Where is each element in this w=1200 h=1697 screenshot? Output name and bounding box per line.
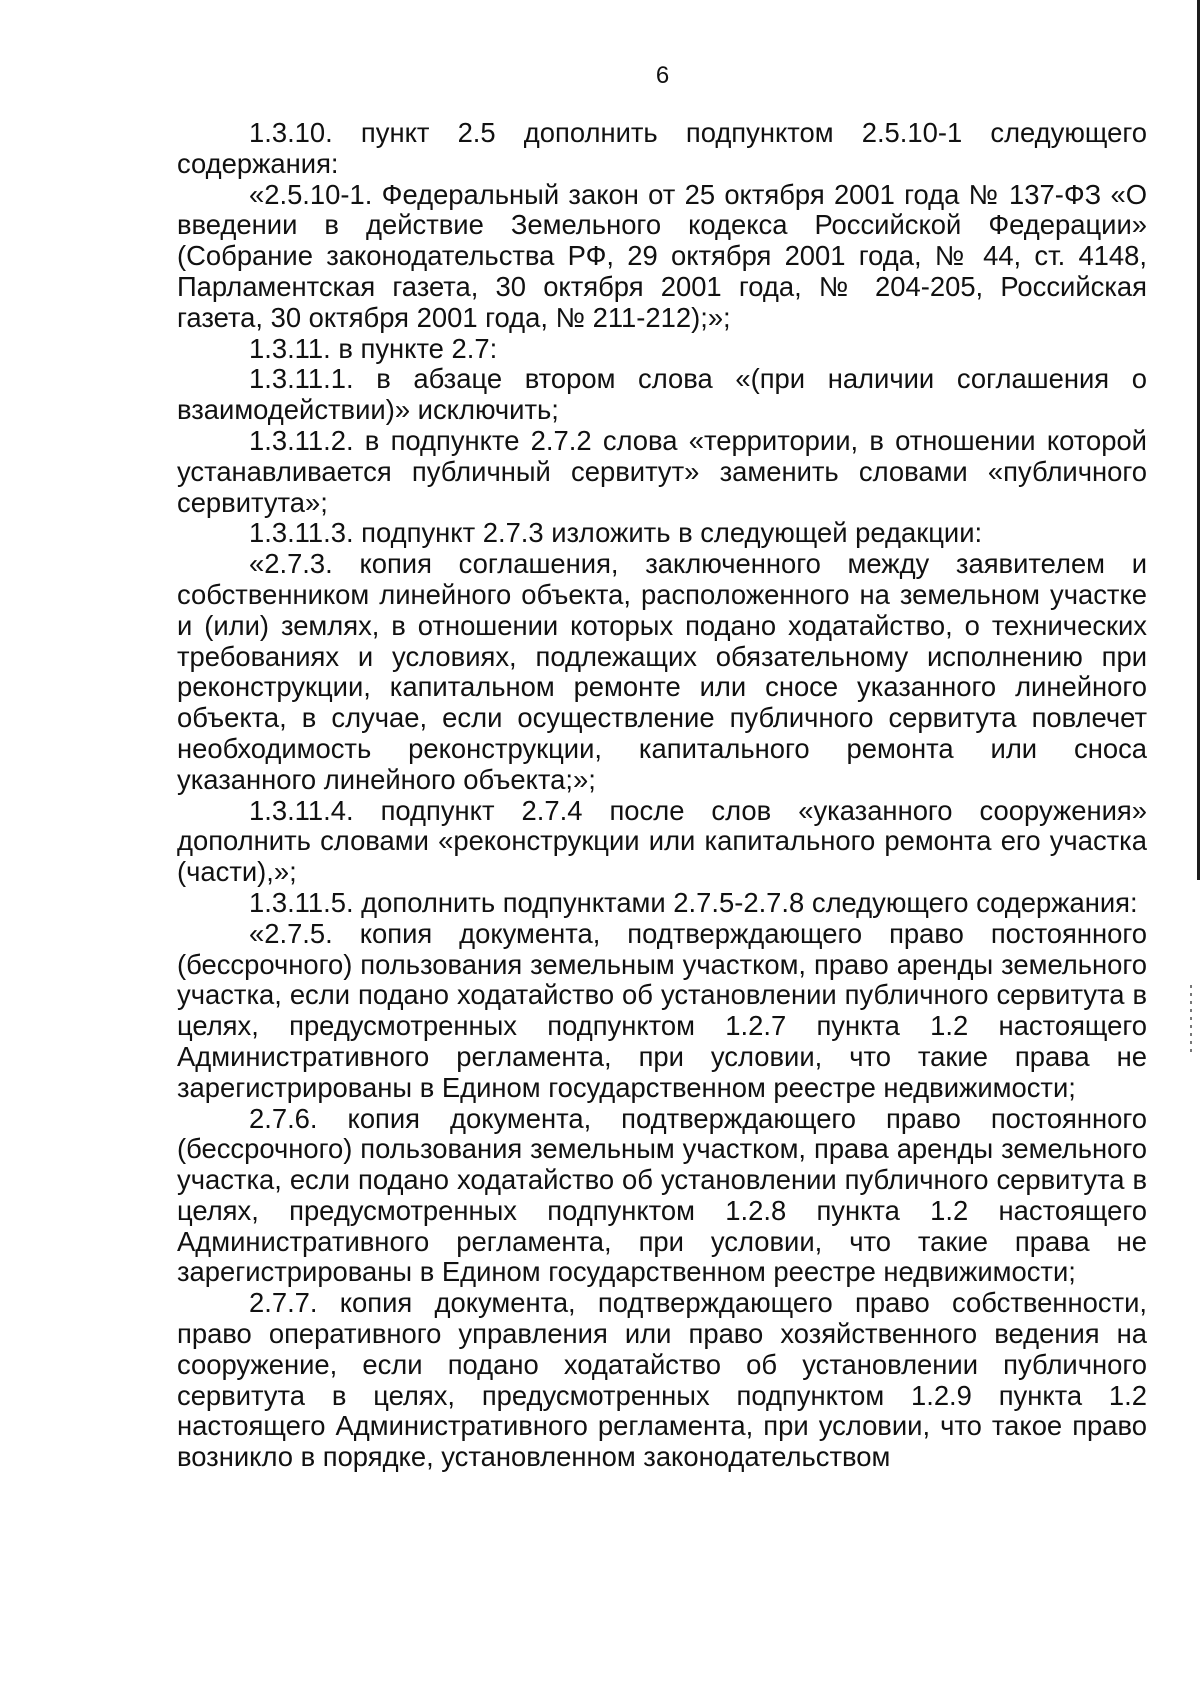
paragraph-2-7-3: «2.7.3. копия соглашения, заключенного между заявителем и собственником линейного объекта, расположенного на земельном участке и (или) землях, в отношении которых подано ходатайство, о технических требованиях и условиях, подлежащих обязательному исполнению при реконструкции, капитальном ремонте или сносе указанного линейного объекта, в случае, если осуществление публичного сервитута повлечет необходимость реконструкции, капитального ремонта или сноса указанного линейного объекта;»; <box>177 548 1147 795</box>
paragraph-1-3-11-5: 1.3.11.5. дополнить подпунктами 2.7.5-2.7.8 следующего содержания: <box>249 886 1138 918</box>
paragraph-2-5-10-1: «2.5.10-1. Федеральный закон от 25 октября 2001 года № 137-ФЗ «О введении в действие Земельного кодекса Российской Федерации» (Собрание законодательства РФ, 29 октября 2001 года, № 44, ст. 4148, Парламентская газета, 30 октября 2001 года, № 204-205, Российская газета, 30 октября 2001 года, № 211-212);»; <box>177 178 1147 333</box>
scan-edge-marks <box>1190 985 1192 1055</box>
paragraph-1-3-10: 1.3.10. пункт 2.5 дополнить подпунктом 2.5.10-1 следующего содержания: <box>177 117 1147 179</box>
paragraph-1-3-11-3: 1.3.11.3. подпункт 2.7.3 изложить в следующей редакции: <box>249 517 983 549</box>
paragraph-1-3-11-1: 1.3.11.1. в абзаце втором слова «(при наличии соглашения о взаимодействии)» исключить; <box>177 363 1147 426</box>
paragraph-1-3-11-2: 1.3.11.2. в подпункте 2.7.2 слова «территории, в отношении которой устанавливается публичный сервитут» заменить словами «публичного сервитута»; <box>177 424 1147 518</box>
paragraph-2-7-5: «2.7.5. копия документа, подтверждающего право постоянного (бессрочного) пользования земельным участком, право аренды земельного участка, если подано ходатайство об установлении публичного сервитута в целях, предусмотренных подпунктом 1.2.7 пункта 1.2 настоящего Административного регламента, при условии, что такие права не зарегистрированы в Едином государственном реестре недвижимости; <box>177 917 1147 1103</box>
page-number: 6 <box>655 62 670 89</box>
paragraph-1-3-11-4: 1.3.11.4. подпункт 2.7.4 после слов «указанного сооружения» дополнить словами «реконструкции или капитального ремонта его участка (части),»; <box>177 794 1147 888</box>
paragraph-2-7-6: 2.7.6. копия документа, подтверждающего право постоянного (бессрочного) пользования земельным участком, права аренды земельного участка, если подано ходатайство об установлении публичного сервитута в целях, предусмотренных подпунктом 1.2.8 пункта 1.2 настоящего Административного регламента, при условии, что такие права не зарегистрированы в Едином государственном реестре недвижимости; <box>177 1102 1147 1288</box>
document-body <box>177 118 1147 1473</box>
paragraph-2-7-7: 2.7.7. копия документа, подтверждающего право собственности, право оперативного управления или право хозяйственного ведения на сооружение, если подано ходатайство об установлении публичного сервитута в целях, предусмотренных подпунктом 1.2.9 пункта 1.2 настоящего Административного регламента, при условии, что такое право возникло в порядке, установленном законодательством <box>177 1287 1147 1473</box>
paragraph-1-3-11: 1.3.11. в пункте 2.7: <box>249 332 498 364</box>
